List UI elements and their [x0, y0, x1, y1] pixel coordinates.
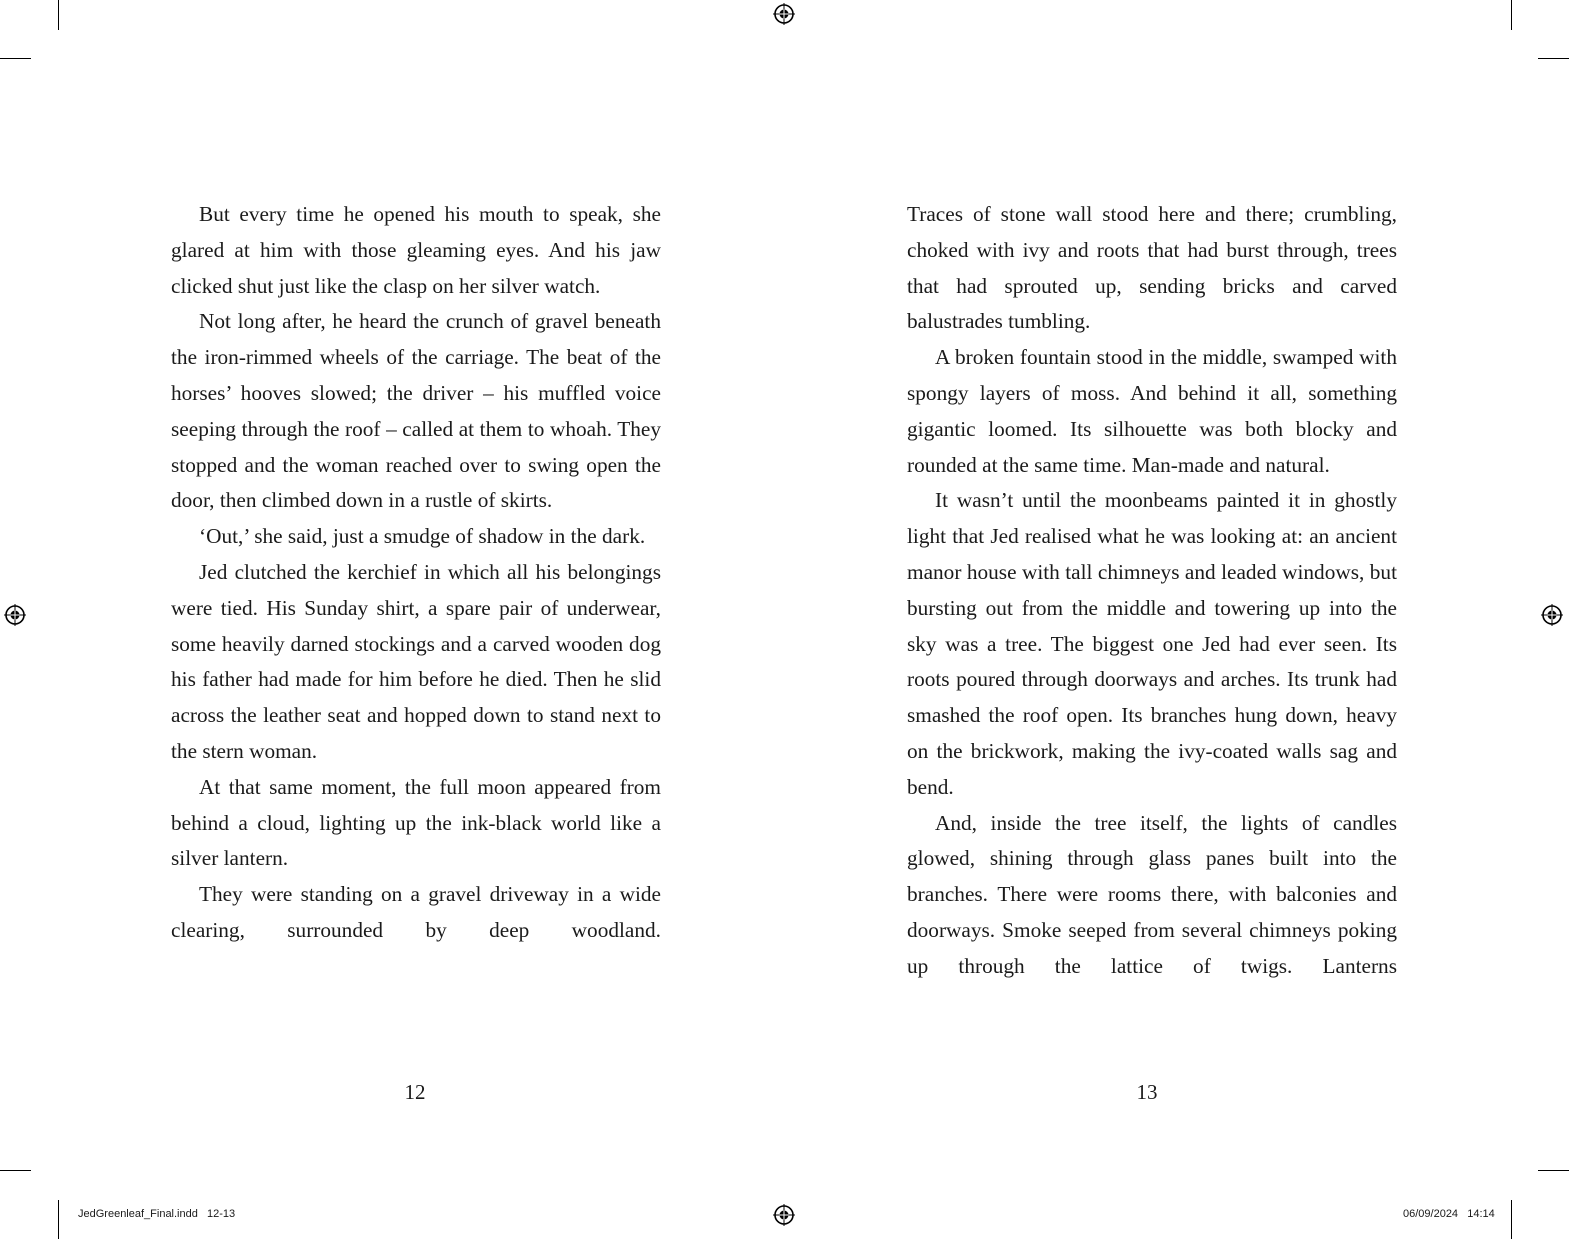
paragraph: At that same moment, the full moon appeared from behind a cloud, lighting up the ink-black world like a silver lantern. [171, 774, 661, 871]
page-number: 13 [1136, 1080, 1158, 1104]
registration-mark-icon [773, 1204, 795, 1226]
paragraph: ‘Out,’ she said, just a smudge of shadow in the dark. [199, 524, 646, 549]
crop-mark-bottom-left [58, 1200, 59, 1239]
paragraph: They were standing on a gravel driveway in a wide clearing, surrounded by deep woodland. [171, 882, 661, 942]
crop-mark-top-right-h [1538, 58, 1569, 59]
crop-mark-bottom-left-h [0, 1170, 31, 1171]
crop-mark-bottom-right-h [1538, 1170, 1569, 1171]
crop-mark-bottom-right [1511, 1200, 1512, 1239]
registration-mark-icon [1541, 604, 1563, 626]
slug-datetime: 06/09/2024 14:14 [1403, 1208, 1495, 1220]
slug-filename: JedGreenleaf_Final.indd 12-13 [78, 1208, 236, 1220]
paragraph: But every time he opened his mouth to speak, she glared at him with those gleaming eyes. And his jaw clicked shut just like the clasp on her silver watch. [171, 202, 661, 298]
paragraph: And, inside the tree itself, the lights of candles glowed, shining through glass panes built into the branches. There were rooms there, with balconies and doorways. Smoke seeped from several chimneys poking up through the lattice of twigs. Lanterns [907, 810, 1397, 978]
paragraph: Not long after, he heard the crunch of gravel beneath the iron-rimmed wheels of the carriage. The beat of the horses’ hooves slowed; the driver – his muffled voice seeping through the roof – called at them to whoah. They stopped and the woman reached over to swing open the door, then climbed down in a rustle of skirts. [171, 309, 661, 513]
paragraph: Jed clutched the kerchief in which all his belongings were tied. His Sunday shirt, a spare pair of underwear, some heavily darned stockings and a carved wooden dog his father had made for him before he died. Then he slid across the leather seat and hopped down to stand next to the stern woman. [171, 559, 661, 763]
left-page-body [171, 197, 661, 949]
paragraph: It wasn’t until the moonbeams painted it in ghostly light that Jed realised what he was looking at: an ancient manor house with tall chimneys and leaded windows, but bursting out from the middle and towering up into the sky was a tree. The biggest one Jed had ever seen. Its roots poured through doorways and arches. Its trunk had smashed the roof open. Its branches hung down, heavy on the brickwork, making the ivy-coated walls sag and bend. [907, 488, 1397, 799]
crop-mark-top-right [1511, 0, 1512, 30]
crop-mark-top-left [58, 0, 59, 30]
right-page-body [907, 197, 1397, 985]
paragraph: Traces of stone wall stood here and there; crumbling, choked with ivy and roots that had burst through, trees that had sprouted up, sending bricks and carved balustrades tumbling. [907, 202, 1397, 334]
registration-mark-icon [4, 604, 26, 626]
registration-mark-icon [773, 3, 795, 25]
crop-mark-top-left-h [0, 58, 31, 59]
page-number: 12 [404, 1080, 426, 1104]
paragraph: A broken fountain stood in the middle, swamped with spongy layers of moss. And behind it all, something gigantic loomed. Its silhouette was both blocky and rounded at the same time. Man-made and natural. [907, 345, 1397, 477]
